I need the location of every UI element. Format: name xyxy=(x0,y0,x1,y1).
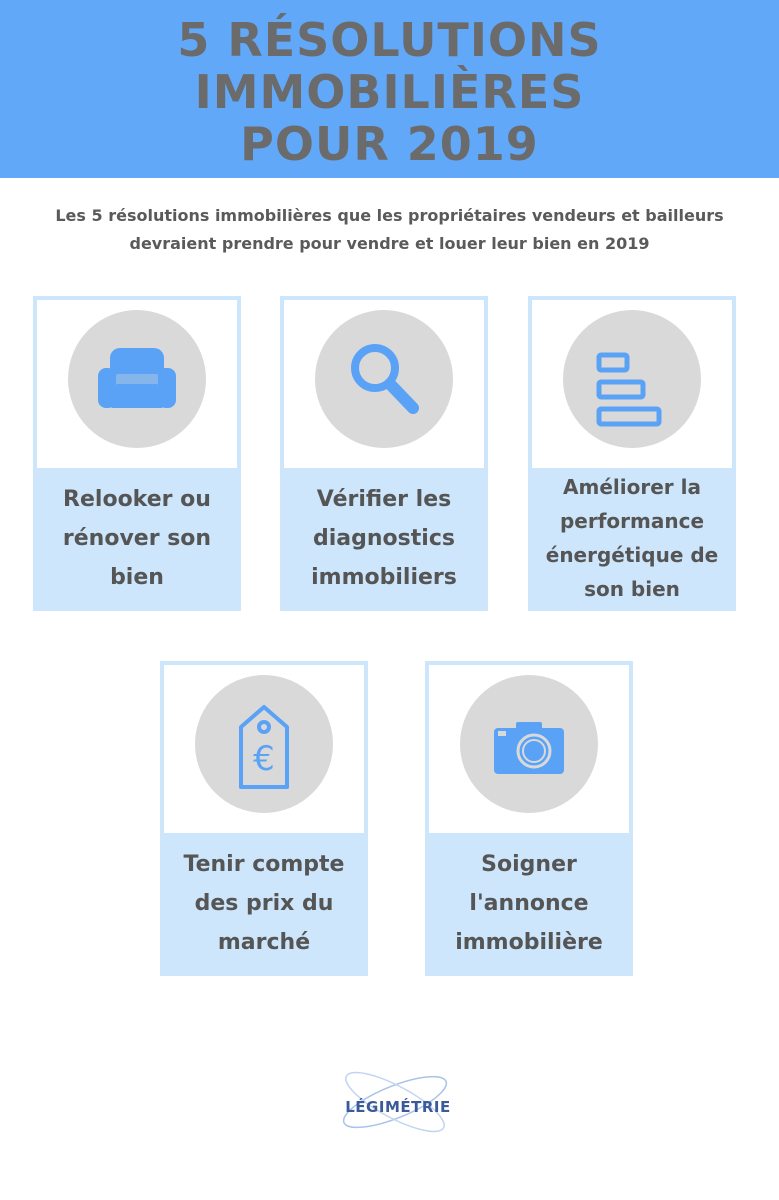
euro-price-tag-icon xyxy=(195,675,333,813)
icon-circle xyxy=(195,675,333,813)
magnifier-icon xyxy=(315,310,453,448)
resolution-card-2 xyxy=(280,296,488,611)
logo-text: LÉGIMÉTRIE xyxy=(345,1098,451,1116)
armchair-icon xyxy=(68,310,206,448)
svg-text:€: € xyxy=(253,739,275,779)
resolution-card-4 xyxy=(160,661,368,976)
energy-bars-icon xyxy=(563,310,701,448)
icon-circle xyxy=(563,310,701,448)
camera-icon xyxy=(460,675,598,813)
card-label: Relooker ou rénover son bien xyxy=(62,486,212,590)
card-icon-area xyxy=(284,300,484,468)
intro-text: Les 5 résolutions immobilières que les propriétaires vendeurs et bailleurs devraient prendre pour vendre et louer leur bien en 2019 xyxy=(55,206,724,253)
icon-circle xyxy=(68,310,206,448)
page-title: 5 RÉSOLUTIONS IMMOBILIÈRES POUR 2019 xyxy=(177,13,602,171)
header-banner xyxy=(0,0,779,178)
resolution-card-1 xyxy=(33,296,241,611)
card-icon-area xyxy=(164,665,364,833)
card-label: Vérifier les diagnostics immobiliers xyxy=(311,486,457,590)
card-label: Soigner l'annonce immobilière xyxy=(455,851,603,955)
resolution-card-5 xyxy=(425,661,633,976)
card-label: Tenir compte des prix du marché xyxy=(183,851,345,955)
card-label: Améliorer la performance énergétique de son bien xyxy=(545,475,719,601)
legimetrie-logo xyxy=(315,1062,475,1142)
icon-circle xyxy=(460,675,598,813)
card-icon-area xyxy=(37,300,237,468)
resolution-card-3 xyxy=(528,296,736,611)
icon-circle xyxy=(315,310,453,448)
card-icon-area xyxy=(429,665,629,833)
card-icon-area xyxy=(532,300,732,468)
